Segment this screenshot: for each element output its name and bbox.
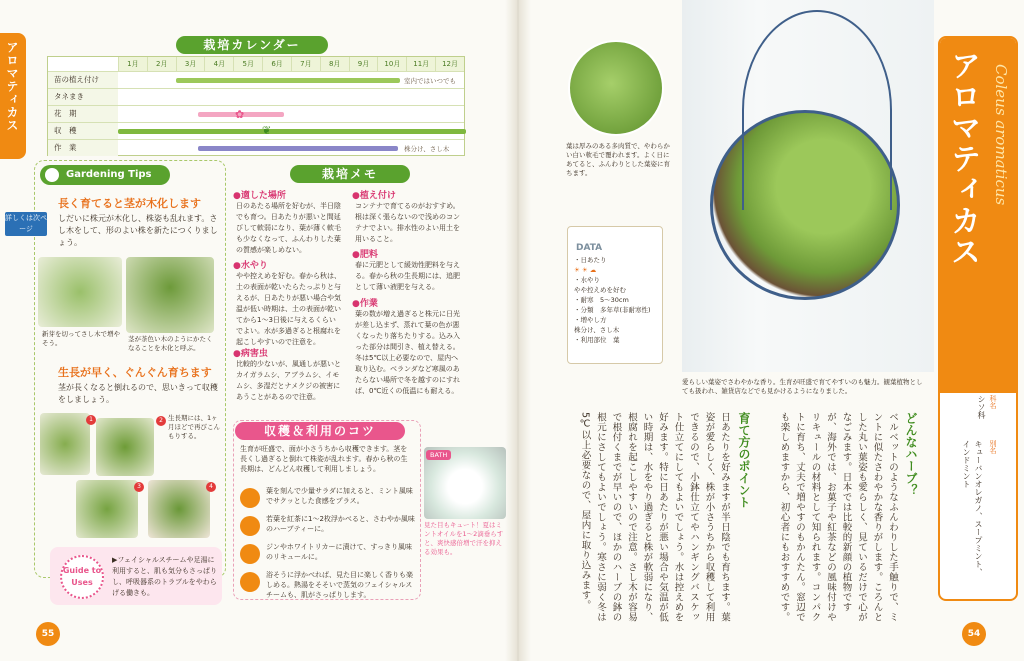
data-tag <box>567 226 663 364</box>
harvest-item-text: 若葉を紅茶に1〜2枚浮かべると、さわやか風味のハーブティーに。 <box>266 515 415 533</box>
data-line: ・耐寒 5〜30cm <box>574 296 629 304</box>
month-3: 3月 <box>176 57 205 71</box>
harvest-item-text: ジンやホワイトリカーに漬けて、すっきり風味のリキュールに。 <box>266 543 412 561</box>
family-label: 科名 <box>989 395 997 409</box>
calendar-row-planting <box>48 71 464 88</box>
data-line: やや控えめを好む <box>574 286 626 294</box>
step-number-1: 1 <box>86 415 96 425</box>
tip-heading-2: 生長が早く、ぐんぐん育ちます <box>58 366 212 379</box>
shower-icon <box>240 572 260 592</box>
leaf-icon: ❦ <box>262 124 272 137</box>
basket-caption: 愛らしい葉姿でさわやかな香り。生育が旺盛で育てやすいのも魅力。観葉植物としても扱われ、雑貨店などでも見かけるようになりました。 <box>682 378 923 395</box>
month-5: 5月 <box>233 57 262 71</box>
harvest-intro: 生育が旺盛で、面が小さうちから収穫できます。茎を長くし過ぎると倒れて株姿が乱れます。春から秋の生長期は、どんどん収穫して利用しましょう。 <box>240 445 408 473</box>
sun-icon: ☀ ☀ ☁ <box>574 266 597 274</box>
basket-hanger <box>742 10 892 210</box>
month-12: 12月 <box>435 57 464 71</box>
work-bar <box>198 146 398 151</box>
row-label: 作 業 <box>48 140 118 156</box>
salad-icon <box>240 488 260 508</box>
family-value: シソ科 <box>977 395 986 419</box>
page-number-right: 54 <box>962 622 986 646</box>
data-line: 株分け、さし木 <box>574 326 620 334</box>
calendar-months <box>118 57 464 71</box>
data-line: ・増やし方 <box>574 316 607 324</box>
leaf-closeup-photo <box>568 40 664 136</box>
step-number-4: 4 <box>206 482 216 492</box>
month-7: 7月 <box>291 57 320 71</box>
memo-heading-fertilizer: ●肥料 <box>352 250 378 260</box>
row-label: 花 期 <box>48 106 118 122</box>
memo-heading-work: ●作業 <box>352 299 378 309</box>
row-label: 収 穫 <box>48 123 118 139</box>
see-next-page-tag[interactable]: 詳しくは次ページ <box>5 212 47 236</box>
herb-latin-name: Coleus aromaticus <box>992 64 1010 206</box>
cocktail-glass-icon <box>240 544 260 564</box>
memo-body-pests: 比較的少ないが、風通しが悪いとカイガラムシ、アブラムシ、イモムシ、多湿だとナメクジの被害にあうことがあるので注意。 <box>236 360 341 401</box>
month-2: 2月 <box>147 57 176 71</box>
alias-value: キューバンオレガノ、スープミント、インドミント <box>962 440 983 576</box>
bath-caption: 見た目もキュート！夏はミントオイルを1〜2滴垂らすと、爽快感倍増で汗を抑える効果も。 <box>424 521 504 556</box>
hanging-basket-photo <box>682 0 934 372</box>
growth-photo-1 <box>40 413 90 475</box>
what-herb-heading: どんなハーブ？ <box>904 412 918 496</box>
memo-body-work: 葉の数が増え過ぎると株元に日光が差し込まず、蒸れて葉の色が悪くなったり落ちたりする。込み入った部分は間引き、植え替える。冬は5℃以上必要なので、屋内へ取り込む。ベランダなど寒風のあたらない場所で冬を越すのにすれば、0℃近くの低温にも耐える。 <box>355 310 460 395</box>
memo-heading-pests: ●病害虫 <box>233 349 268 359</box>
planting-bar <box>176 78 400 83</box>
left-page-tab <box>0 33 26 159</box>
cultivation-calendar <box>47 56 465 156</box>
month-4: 4月 <box>204 57 233 71</box>
tips-badge-label: Gardening Tips <box>66 169 152 180</box>
tip-body-2: 茎が長くなると倒れるので、思いきって収穫をしましょう。 <box>58 383 218 404</box>
tea-cup-icon <box>240 516 260 536</box>
memo-body-location: 日のあたる場所を好むが、半日陰でも育つ。日あたりが悪いと間延びして軟弱になり、葉が薄く軟毛も少なくなって、ふんわりした葉の質感が楽しめない。 <box>236 202 341 254</box>
month-9: 9月 <box>349 57 378 71</box>
calendar-row-harvest <box>48 122 464 139</box>
calendar-title: 栽培カレンダー <box>176 36 328 54</box>
harvest-item-text: 浴そうに浮かべれば、見た目に楽しく香りも楽しめる。熱湯をそそいで蒸気のフェイシャルスチームも、肌がさっぱりします。 <box>266 571 413 599</box>
step-number-3: 3 <box>134 482 144 492</box>
memo-body-planting: コンテナで育てるのがおすすめ。根は深く張らないので浅めのコンテナでよい。排水性のよい用土を用いること。 <box>355 202 460 243</box>
growth-photo-4 <box>148 480 210 538</box>
what-herb-body: ベルベットのようなふんわりした手触りで、ミントに似たさわやかな香りがします。ころんとした丸い葉姿も愛らしく、見ているだけで心がなごみます。日本では比較的新顔の植物ですが、海外では、お菓子や紅茶などの風味付けやリキュールの材料として知られます。コンパクトに育ち、丈夫で増やすのもかんたん。窓辺でも楽しめますから、初心者にもおすすめです。 <box>778 412 898 622</box>
growth-caption: 生長期には、1ヶ月ほどで再びこんもりする。 <box>168 414 220 440</box>
gardening-tips-badge <box>40 165 170 185</box>
data-line: ・利用部位 葉 <box>574 336 620 344</box>
memo-heading-water: ●水やり <box>233 261 268 271</box>
month-11: 11月 <box>406 57 435 71</box>
leaf-caption: 葉は厚みのある多肉質で、やわらかい白い軟毛で覆われます。よく日にあてると、ふんわりとした葉姿に育ちます。 <box>566 142 670 177</box>
guide-text: ▶フェイシャルスチームや足湯に利用すると、肌も気分もさっぱりし、呼吸器系のトラブルをやわらげる働きも。 <box>112 556 217 597</box>
data-line: ・分類 多年草(非耐寒性) <box>574 306 651 314</box>
month-8: 8月 <box>320 57 349 71</box>
herb-title: アロマティカス <box>945 50 980 267</box>
harvest-item-salad <box>240 486 415 516</box>
memo-heading-location: ●適した場所 <box>233 191 286 201</box>
woody-stem-photo <box>126 257 214 333</box>
harvest-item-tea <box>240 514 415 544</box>
cutting-caption: 新芽を切ってさし木で増やそう。 <box>42 330 120 347</box>
month-6: 6月 <box>262 57 291 71</box>
page-number-left: 55 <box>36 622 60 646</box>
memo-body-water: やや控えめを好む。春から秋は、土の表面が乾いたらたっぷりと与えるが、日あたりが悪い場合や気温が低い時期は、土の表面が乾いてから1〜3日後に与えるくらいでよい。水が多過ぎると根腐れを起こしやすいので注意を。 <box>236 272 341 346</box>
row-note: 室内ではいつでも <box>404 77 456 85</box>
tip-heading-1: 長く育てると茎が木化します <box>58 197 201 210</box>
data-line: ・日あたり <box>574 256 607 264</box>
bath-label: BATH <box>426 450 451 460</box>
growth-photo-2 <box>96 418 154 476</box>
tip-body-1: しだいに株元が木化し、株姿も乱れます。さし木をして、形のよい株を新たにつくりましょう。 <box>58 214 218 247</box>
step-number-2: 2 <box>156 416 166 426</box>
growing-points-body: 日あたりを好みますが半日陰でも育ちます。葉姿が愛らしく、株が小さうちから収穫して利用できるので、小鉢仕立てやハンギングバスケット仕立てにしてもよいでしょう。水は控えめを好みます。特に日あたりが悪い場合や気温が低い時期は、水をやり過ぎると株が軟弱になり、根腐れを起こしやすいので注意。さし木が容易で根付くまでが早いので、ほかのハーブの鉢の根元にさしてもよいでしょう。寒さに弱く冬は5℃以上必要なので、屋内に取り込みます。 <box>579 412 730 622</box>
row-note: 株分け、さし木 <box>404 145 450 153</box>
harvest-bar <box>118 129 466 134</box>
row-label: タネまき <box>48 89 118 105</box>
left-tab-label: アロマティカス <box>5 41 19 132</box>
harvest-title: 収穫＆利用のコツ <box>235 422 405 440</box>
cutting-photo <box>38 257 122 327</box>
guide-circle: Guide to Uses <box>60 555 104 599</box>
page-gutter <box>505 0 531 661</box>
month-10: 10月 <box>377 57 406 71</box>
data-line: ・水やり <box>574 276 600 284</box>
row-label: 苗の植え付け <box>48 72 118 88</box>
growing-points-heading: 育て方のポイント <box>737 412 751 508</box>
month-1: 1月 <box>118 57 147 71</box>
calendar-row-work <box>48 139 464 156</box>
flower-icon: ✿ <box>235 108 245 121</box>
harvest-item-bath <box>240 570 415 600</box>
calendar-row-flowering <box>48 105 464 122</box>
growth-photo-3 <box>76 480 138 538</box>
memo-body-fertilizer: 春に元肥として緩効性肥料を与える。春から秋の生長期には、追肥として薄い液肥を与える。 <box>355 261 460 291</box>
harvest-item-text: 葉を刻んで少量サラダに加えると、ミント風味でサクッとした食感をプラス。 <box>266 487 413 505</box>
memo-title: 栽培メモ <box>290 165 410 183</box>
calendar-row-sowing <box>48 88 464 105</box>
woody-caption: 茎が茶色い木のようにかたくなることを木化と呼ぶ。 <box>128 335 213 352</box>
data-title: DATA <box>576 243 603 253</box>
guide-to-uses-box <box>50 547 222 605</box>
harvest-item-liqueur <box>240 542 415 572</box>
sprout-icon <box>45 168 59 182</box>
memo-heading-planting: ●植え付け <box>352 191 396 201</box>
alias-label: 別名 <box>989 440 997 454</box>
